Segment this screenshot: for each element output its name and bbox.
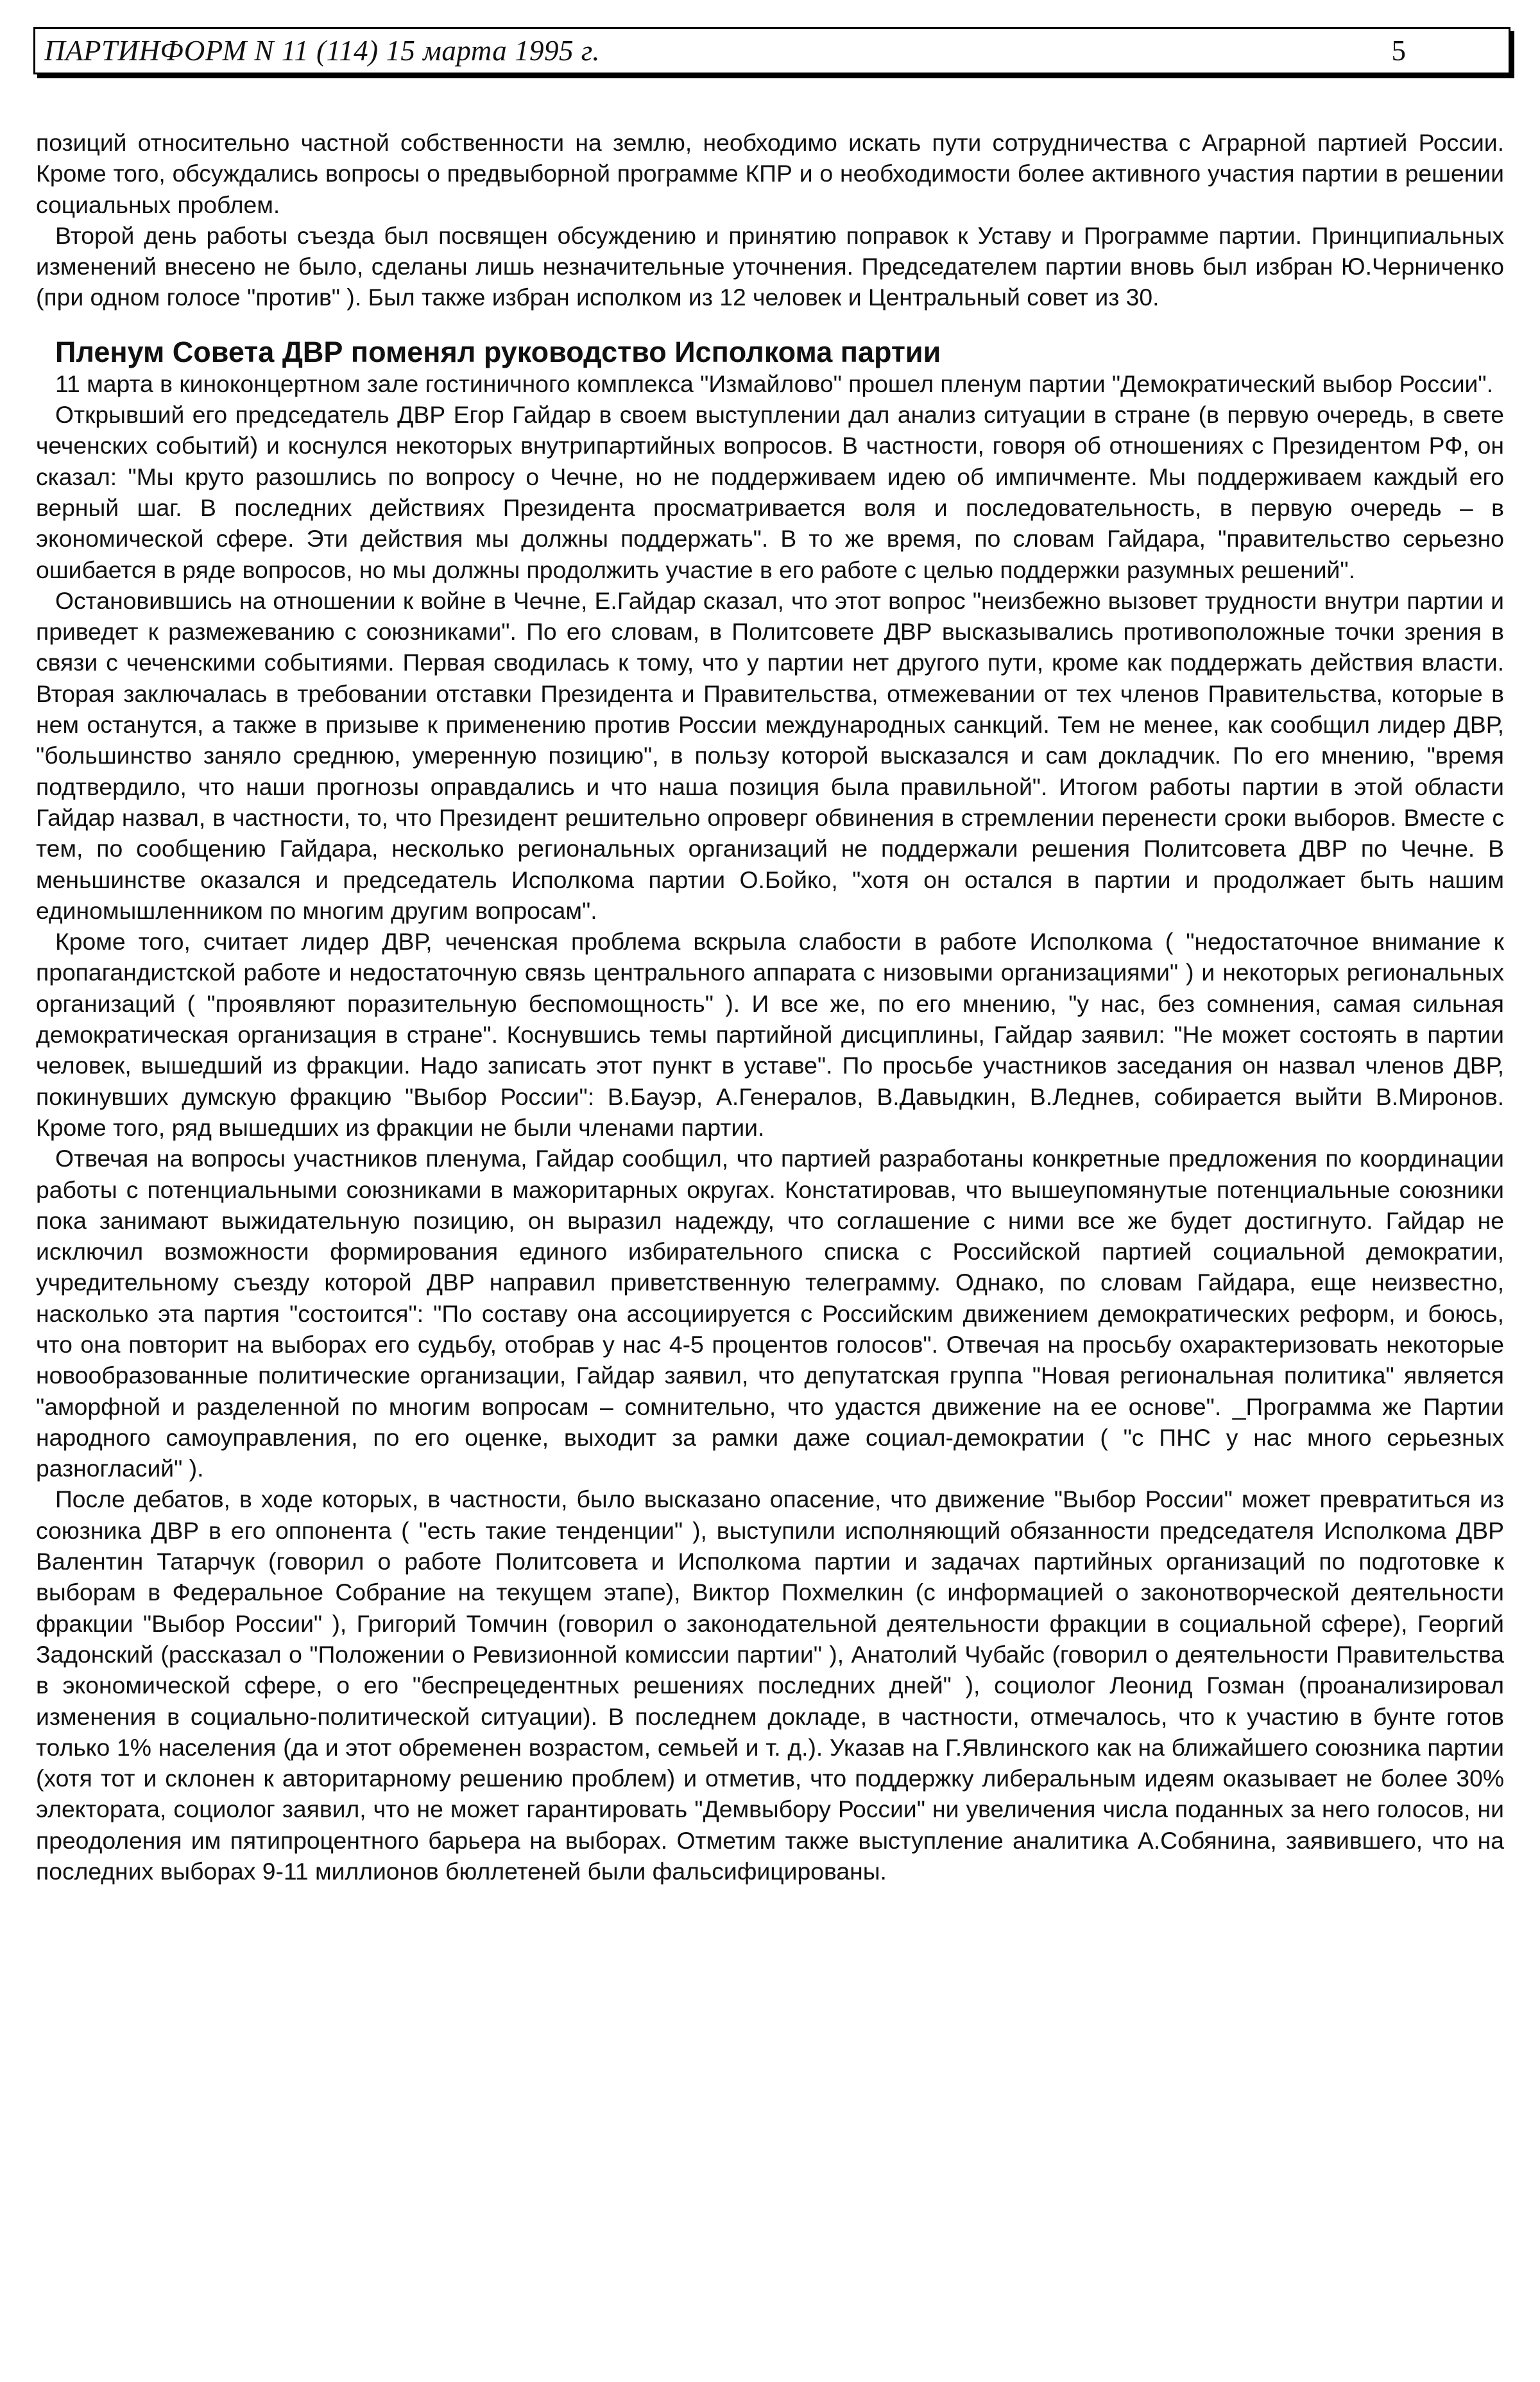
intro-paragraph: Второй день работы съезда был посвящен обсуждению и принятию поправок к Уставу и Программе партии. Принципиальных изменений внесено не было, сделаны лишь незначительные уточнения. Председателем партии вновь был избран Ю.Черниченко (при одном голосе "против" ). Был также избран исполком из 12 человек и Центральный совет из 30.	[36, 221, 1504, 311]
newspaper-issue-title: ПАРТИНФОРМ N 11 (114) 15 марта 1995 г.	[44, 35, 601, 67]
intro-paragraph: позиций относительно частной собственности на землю, необходимо искать пути сотрудничества с Аграрной партией России. Кроме того, обсуждались вопросы о предвыборной программе КПР и о необходимости более активного участия партии в решении социальных проблем.	[36, 129, 1504, 218]
article-paragraph: Остановившись на отношении к войне в Чечне, Е.Гайдар сказал, что этот вопрос "неизбежно вызовет трудности внутри партии и приведет к размежеванию с союзниками". По его словам, в Политсовете ДВР высказывались противоположные точки зрения в связи с чеченскими событиями. Первая сводилась к тому, что у партии нет другого пути, кроме как поддержать действия власти. Вторая заключалась в требовании отставки Президента и Правительства, отмежевании от тех членов Правительства, которые в нем останутся, а также в призыве к применению против России международных санкций. Тем не менее, как сообщил лидер ДВР, "большинство заняло среднюю, умеренную позицию", в пользу которой высказался и сам докладчик. По его мнению, "время подтвердило, что наши прогнозы оправдались и что наша позиция была правильной". Итогом работы партии в этой области Гайдар назвал, в частности, то, что Президент решительно опроверг обвинения в стремлении перенести сроки выборов. Вместе с тем, по сообщению Гайдара, несколько региональных организаций не поддержали решения Политсовета ДВР по Чечне. В меньшинстве оказался и председатель Исполкома партии О.Бойко, "хотя он остался в партии и продолжает быть нашим единомышленником по многим другим вопросам".	[36, 587, 1504, 924]
page-number: 5	[1391, 35, 1406, 67]
article-paragraph: 11 марта в киноконцертном зале гостиничного комплекса "Измайлово" прошел пленум партии "Демократический выбор России".	[55, 370, 1493, 397]
article-paragraph: После дебатов, в ходе которых, в частности, было высказано опасение, что движение "Выбор России" может превратиться из союзника ДВР в его оппонента ( "есть такие тенденции" ), выступили исполняющий обязанности председателя Исполкома ДВР Валентин Татарчук (говорил о работе Политсовета и Исполкома партии и задачах партийных организаций по подготовке к выборам в Федеральное Собрание на текущем этапе), Виктор Похмелкин (с информацией о законотворческой деятельности фракции "Выбор России" ), Григорий Томчин (говорил о законодательной деятельности фракции в социальной сфере), Георгий Задонский (рассказал о "Положении о Ревизионной комиссии партии" ), Анатолий Чубайс (говорил о деятельности Правительства в экономической сфере, о его "беспрецедентных решениях последних дней" ), социолог Леонид Гозман (проанализировал изменения в социально-политической ситуации). В последнем докладе, в частности, отмечалось, что к участию в бунте готов только 1% населения (да и этот обременен возрастом, семьей и т. д.). Указав на Г.Явлинского как на ближайшего союзника партии (хотя тот и склонен к авторитарному решению проблем) и отметив, что поддержку либеральным идеям оказывает не более 30% электората, социолог заявил, что не может гарантировать "Демвыбору России" ни увеличения числа поданных за него голосов, ни преодоления им пятипроцентного барьера на выборах. Отметим также выступление аналитика А.Собянина, заявившего, что на последних выборах 9-11 миллионов бюллетеней были фальсифицированы.	[36, 1486, 1504, 1885]
page-content	[36, 127, 1504, 1887]
article-paragraph: Отвечая на вопросы участников пленума, Гайдар сообщил, что партией разработаны конкретные предложения по координации работы с потенциальными союзниками в мажоритарных округах. Констатировав, что вышеупомянутые потенциальные союзники пока занимают выжидательную позицию, он выразил надежду, что соглашение с ними все же будет достигнуто. Гайдар не исключил возможности формирования единого избирательного списка с Российской партией социальной демократии, учредительному съезду которой ДВР направил приветственную телеграмму. Однако, по словам Гайдара, еще неизвестно, насколько эта партия "состоится": "По составу она ассоциируется с Российским движением демократических реформ, и боюсь, что она повторит на выборах его судьбу, отобрав у нас 4-5 процентов голосов". Отвечая на просьбу охарактеризовать некоторые новообразованные политические организации, Гайдар заявил, что депутатская группа "Новая региональная политика" является "аморфной и разделенной по многим вопросам – сомнительно, что удастся движение на ее основе". _Программа же Партии народного самоуправления, по его оценке, выходит за рамки даже социал-демократии ( "с ПНС у нас много серьезных разногласий" ).	[36, 1145, 1504, 1482]
page-header	[33, 27, 1510, 74]
article-paragraph: Кроме того, считает лидер ДВР, чеченская проблема вскрыла слабости в работе Исполкома ( "недостаточное внимание к пропагандистской работе и недостаточную связь центрального аппарата с низовыми организациями" ) и некоторых региональных организаций ( "проявляют поразительную беспомощность" ). И все же, по его мнению, "у нас, без сомнения, самая сильная демократическая организация в стране". Коснувшись темы партийной дисциплины, Гайдар заявил: "Не может состоять в партии человек, вышедший из фракции. Надо записать этот пункт в уставе". По просьбе участников заседания он назвал членов ДВР, покинувших думскую фракцию "Выбор России": В.Бауэр, А.Генералов, В.Давыдкин, В.Леднев, собирается выйти В.Миронов. Кроме того, ряд вышедших из фракции не были членами партии.	[36, 928, 1504, 1141]
article-paragraph: Открывший его председатель ДВР Егор Гайдар в своем выступлении дал анализ ситуации в стране (в первую очередь, в свете чеченских событий) и коснулся некоторых внутрипартийных вопросов. В частности, говоря об отношениях с Президентом РФ, он сказал: "Мы круто разошлись по вопросу о Чечне, но не поддерживаем идею об импичменте. Мы поддерживаем каждый его верный шаг. В последних действиях Президента просматривается воля и последовательность, в первую очередь – в экономической сфере. Эти действия мы должны поддержать". В то же время, по словам Гайдара, "правительство серьезно ошибается в ряде вопросов, но мы должны продолжить участие в его работе с целью поддержки разумных решений".	[36, 401, 1504, 583]
article-heading: Пленум Совета ДВР поменял руководство Исполкома партии	[55, 335, 941, 368]
